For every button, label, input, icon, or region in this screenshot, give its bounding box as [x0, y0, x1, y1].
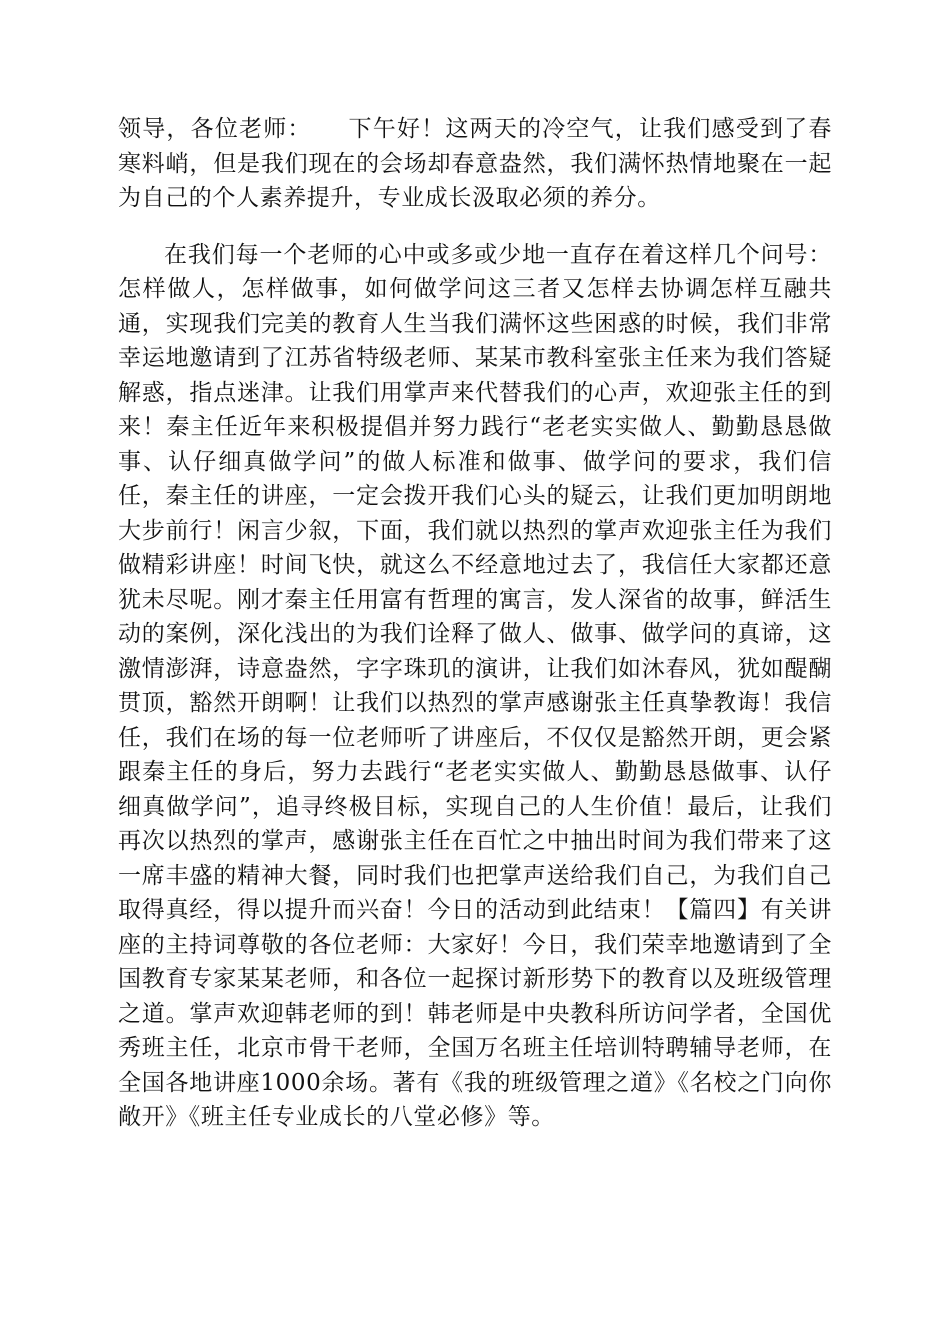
paragraph-body: 在我们每一个老师的心中或多或少地一直存在着这样几个问号：怎样做人，怎样做事，如何做学问这三者又怎样去协调怎样互融共通，实现我们完美的教育人生当我们满怀这些困惑的时候，我们非常幸运地邀请到了江苏省特级老师、某某市教科室张主任来为我们答疑解惑，指点迷津。让我们用掌声来代替我们的心声，欢迎张主任的到来！秦主任近年来积极提倡并努力践行“老老实实做人、勤勤恳恳做事、认仔细真做学问”的做人标准和做事、做学问的要求，我们信任，秦主任的讲座，一定会拨开我们心头的疑云，让我们更加明朗地大步前行！闲言少叙，下面，我们就以热烈的掌声欢迎张主任为我们做精彩讲座！时间飞快，就这么不经意地过去了，我信任大家都还意犹未尽呢。刚才秦主任用富有哲理的寓言，发人深省的故事，鲜活生动的案例，深化浅出的为我们诠释了做人、做事、做学问的真谛，这激情澎湃，诗意盎然，字字珠玑的演讲，让我们如沐春风，犹如醍醐贯顶，豁然开朗啊！让我们以热烈的掌声感谢张主任真挚教诲！我信任，我们在场的每一位老师听了讲座后，不仅仅是豁然开朗，更会紧跟秦主任的身后，努力去践行“老老实实做人、勤勤恳恳做事、认仔细真做学问”，追寻终极目标，实现自己的人生价值！最后，让我们再次以热烈的掌声，感谢张主任在百忙之中抽出时间为我们带来了这一席丰盛的精神大餐，同时我们也把掌声送给我们自己，为我们自己取得真经，得以提升而兴奋！今日的活动到此结束！【篇四】有关讲座的主持词尊敬的各位老师：大家好！今日，我们荣幸地邀请到了全国教育专家某某老师，和各位一起探讨新形势下的教育以及班级管理之道。掌声欢迎韩老师的到！韩老师是中央教科所访问学者，全国优秀班主任，北京市骨干老师，全国万名班主任培训特聘辅导老师，在全国各地讲座1000余场。著有《我的班级管理之道》《名校之门向你敞开》《班主任专业成长的八堂必修》等。 [118, 241, 832, 1130]
paragraph-opening: 领导，各位老师： 下午好！这两天的冷空气，让我们感受到了春寒料峭，但是我们现在的会场却春意盎然，我们满怀热情地聚在一起为自己的个人素养提升，专业成长汲取必须的养分。 [118, 116, 832, 211]
document-page [118, 112, 832, 1135]
